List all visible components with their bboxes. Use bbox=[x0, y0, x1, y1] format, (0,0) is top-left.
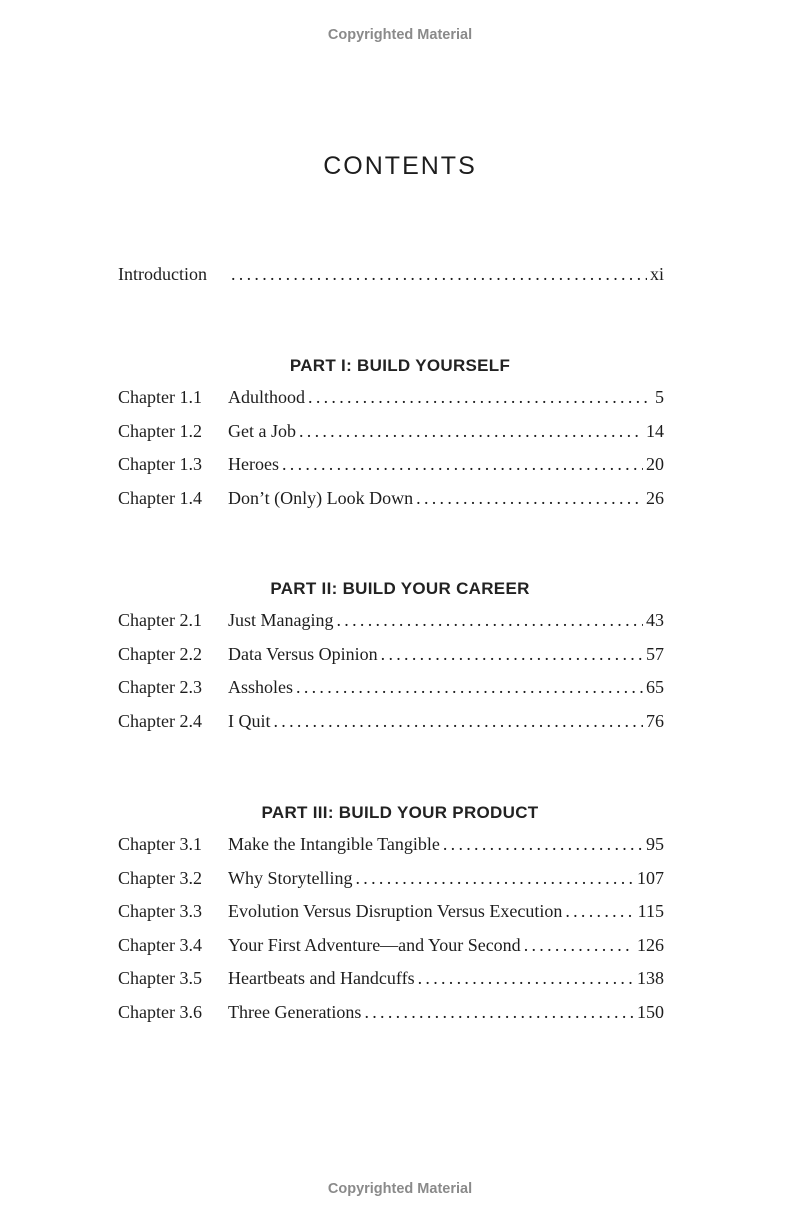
chapter-label: Chapter 3.2 bbox=[118, 867, 202, 888]
page-number: 115 bbox=[637, 901, 664, 922]
toc-row[interactable] bbox=[118, 488, 664, 522]
chapter-label: Chapter 1.1 bbox=[118, 387, 202, 407]
chapter-title: I Quit bbox=[228, 710, 271, 731]
introduction-entry bbox=[118, 264, 664, 298]
entry-title: Introduction bbox=[118, 264, 207, 284]
toc-row[interactable] bbox=[118, 834, 664, 868]
chapter-title: Make the Intangible Tangible bbox=[228, 834, 440, 854]
dot-leader bbox=[337, 610, 644, 631]
dot-leader bbox=[299, 421, 643, 442]
page-number: 65 bbox=[646, 677, 664, 698]
chapter-label: Chapter 2.3 bbox=[118, 677, 202, 698]
dot-leader bbox=[274, 711, 644, 732]
page-title: CONTENTS bbox=[323, 152, 477, 180]
toc-row[interactable] bbox=[118, 968, 664, 1002]
chapter-title: Your First Adventure—and Your Second bbox=[228, 934, 521, 955]
chapter-label: Chapter 3.4 bbox=[118, 934, 202, 955]
toc-row[interactable] bbox=[118, 901, 664, 935]
chapter-label: Chapter 2.4 bbox=[118, 710, 202, 731]
toc-row[interactable] bbox=[118, 677, 664, 711]
chapter-title: Heartbeats and Handcuffs bbox=[228, 968, 415, 989]
chapter-label: Chapter 3.3 bbox=[118, 901, 202, 922]
toc-row[interactable] bbox=[118, 454, 664, 488]
dot-leader bbox=[356, 868, 635, 889]
part-heading: PART I: BUILD YOURSELF bbox=[289, 356, 511, 375]
chapter-label: Chapter 3.5 bbox=[118, 968, 202, 989]
chapter-label: Chapter 2.1 bbox=[118, 610, 202, 630]
part-heading: PART II: BUILD YOUR CAREER bbox=[270, 579, 530, 598]
dot-leader bbox=[565, 901, 634, 922]
toc-row[interactable] bbox=[118, 935, 664, 969]
toc-row[interactable] bbox=[118, 421, 664, 455]
dot-leader bbox=[524, 935, 634, 956]
dot-leader bbox=[364, 1002, 634, 1023]
chapter-label: Chapter 3.6 bbox=[118, 1001, 202, 1022]
chapter-title: Get a Job bbox=[228, 420, 296, 441]
chapter-label: Chapter 1.2 bbox=[118, 420, 202, 441]
toc-row[interactable] bbox=[118, 1002, 664, 1036]
page-number: 126 bbox=[637, 934, 664, 955]
toc-row[interactable] bbox=[118, 387, 664, 421]
dot-leader bbox=[231, 264, 647, 285]
chapter-title: Just Managing bbox=[228, 610, 334, 630]
chapter-list bbox=[118, 387, 664, 521]
chapter-label: Chapter 1.3 bbox=[118, 454, 202, 475]
page-number: 95 bbox=[646, 834, 664, 854]
page-number: 26 bbox=[646, 487, 664, 508]
page-number: 20 bbox=[646, 454, 664, 475]
chapter-title: Don’t (Only) Look Down bbox=[228, 487, 414, 508]
chapter-list bbox=[118, 610, 664, 744]
chapter-list bbox=[118, 834, 664, 1036]
chapter-label: Chapter 3.1 bbox=[118, 834, 202, 854]
page-number: 57 bbox=[646, 643, 664, 664]
chapter-title: Evolution Versus Disruption Versus Execution bbox=[228, 901, 563, 922]
chapter-label: Chapter 1.4 bbox=[118, 487, 202, 508]
chapter-label: Chapter 2.2 bbox=[118, 643, 202, 664]
page-number: 14 bbox=[646, 420, 664, 441]
page-number: 76 bbox=[646, 710, 664, 731]
chapter-title: Why Storytelling bbox=[228, 867, 353, 888]
chapter-title: Assholes bbox=[228, 677, 294, 698]
toc-row[interactable] bbox=[118, 264, 664, 298]
dot-leader bbox=[296, 677, 643, 698]
dot-leader bbox=[282, 454, 643, 475]
chapter-title: Three Generations bbox=[228, 1001, 362, 1022]
toc-row[interactable] bbox=[118, 610, 664, 644]
toc-row[interactable] bbox=[118, 868, 664, 902]
dot-leader bbox=[418, 968, 634, 989]
copyright-watermark-top: Copyrighted Material bbox=[327, 27, 473, 43]
dot-leader bbox=[416, 488, 643, 509]
dot-leader bbox=[308, 387, 652, 408]
page-number: 150 bbox=[637, 1001, 664, 1022]
chapter-title: Heroes bbox=[228, 454, 279, 475]
toc-row[interactable] bbox=[118, 711, 664, 745]
dot-leader bbox=[443, 834, 643, 855]
page-number: 5 bbox=[655, 387, 664, 407]
chapter-title: Adulthood bbox=[228, 387, 306, 407]
page-number: xi bbox=[649, 264, 664, 284]
chapter-title: Data Versus Opinion bbox=[228, 643, 378, 664]
copyright-watermark-bottom: Copyrighted Material bbox=[327, 1181, 473, 1197]
dot-leader bbox=[381, 644, 643, 665]
page-number: 107 bbox=[637, 867, 664, 888]
page-number: 138 bbox=[637, 968, 664, 989]
page-number: 43 bbox=[646, 610, 664, 630]
toc-row[interactable] bbox=[118, 644, 664, 678]
part-heading: PART III: BUILD YOUR PRODUCT bbox=[261, 803, 539, 822]
